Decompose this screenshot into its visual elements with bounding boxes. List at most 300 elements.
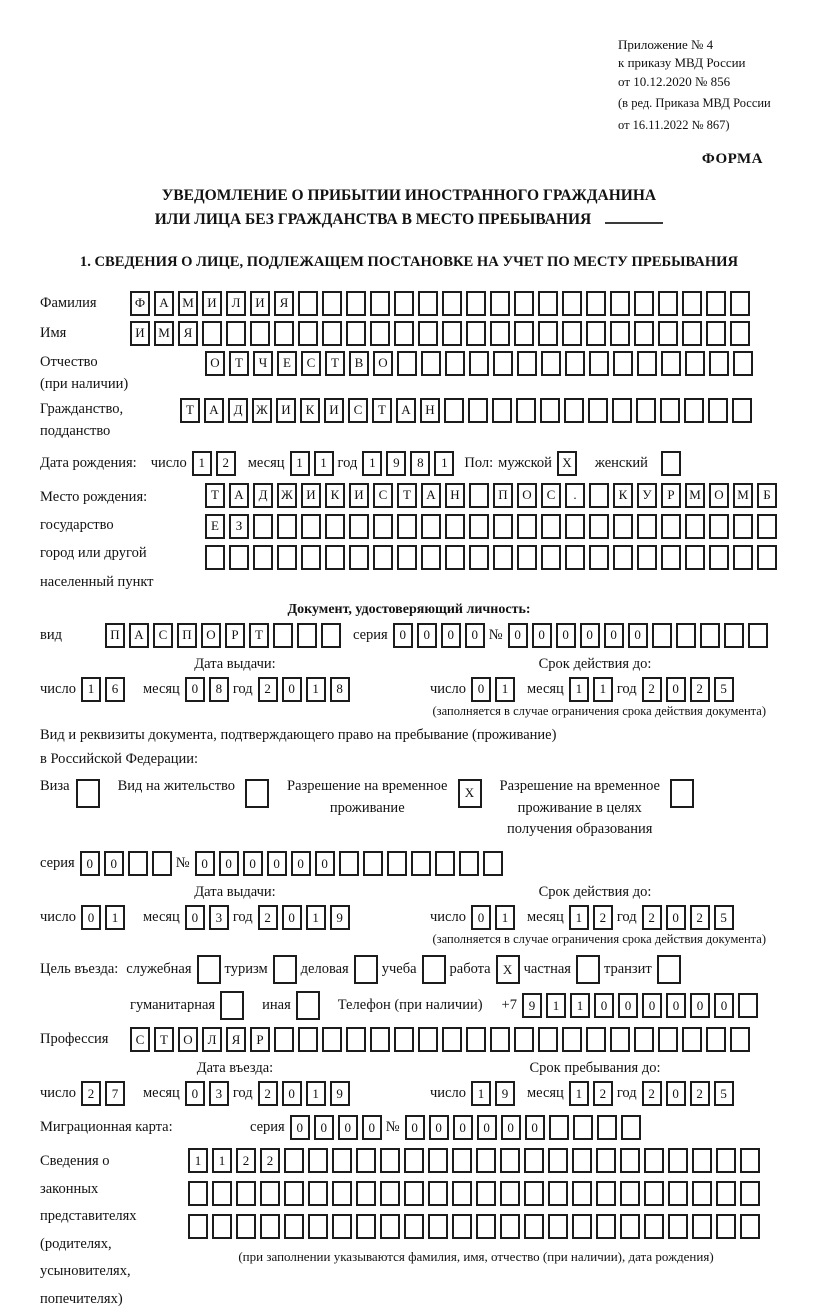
residence-seriya-boxes-cell[interactable]: 0 [104, 851, 124, 876]
name-boxes-cell[interactable] [226, 321, 246, 346]
migration-seriya-boxes[interactable] [290, 1115, 386, 1140]
birth-place-boxes-row2-cell[interactable] [493, 514, 513, 539]
profession-boxes[interactable] [130, 1027, 754, 1052]
surname-boxes-cell[interactable] [610, 291, 630, 316]
identity-valid-year[interactable] [642, 677, 738, 702]
entry-month[interactable] [185, 1081, 233, 1106]
migration-number-boxes-cell[interactable] [573, 1115, 593, 1140]
legal-reps-boxes-row1-cell[interactable] [476, 1148, 496, 1173]
birth-place-boxes-row3-cell[interactable] [589, 545, 609, 570]
residence-valid-year-cell[interactable]: 0 [666, 905, 686, 930]
name-boxes-cell[interactable] [346, 321, 366, 346]
citizenship-boxes-cell[interactable] [636, 398, 656, 423]
name-boxes-cell[interactable] [418, 321, 438, 346]
doc-kind-boxes-cell[interactable] [273, 623, 293, 648]
doc-kind-boxes-cell[interactable] [297, 623, 317, 648]
legal-reps-boxes-row1-cell[interactable] [380, 1148, 400, 1173]
residence-seriya-boxes[interactable] [80, 851, 176, 876]
birth-place-boxes-row3-cell[interactable] [541, 545, 561, 570]
legal-reps-boxes-row2-cell[interactable] [188, 1181, 208, 1206]
birth-place-boxes-row2-cell[interactable] [301, 514, 321, 539]
name-boxes-cell[interactable] [202, 321, 222, 346]
legal-reps-boxes-row2-cell[interactable] [548, 1181, 568, 1206]
identity-issue-day[interactable] [81, 677, 129, 702]
birth-place-boxes-row2-cell[interactable] [685, 514, 705, 539]
doc-number-boxes-cell[interactable]: 0 [628, 623, 648, 648]
residence-number-boxes-cell[interactable]: 0 [315, 851, 335, 876]
entry-year-cell[interactable]: 0 [282, 1081, 302, 1106]
residence-number-boxes-cell[interactable]: 0 [291, 851, 311, 876]
surname-boxes-cell[interactable] [298, 291, 318, 316]
legal-reps-boxes-row3-cell[interactable] [716, 1214, 736, 1239]
name-boxes-cell[interactable] [322, 321, 342, 346]
phone-boxes-cell[interactable]: 0 [666, 993, 686, 1018]
profession-boxes-cell[interactable] [346, 1027, 366, 1052]
birth-place-boxes-row3-cell[interactable] [493, 545, 513, 570]
surname-boxes-cell[interactable] [346, 291, 366, 316]
birth-day-boxes-cell[interactable]: 1 [192, 451, 212, 476]
patronymic-boxes[interactable] [205, 351, 757, 376]
legal-reps-boxes-row3-cell[interactable] [548, 1214, 568, 1239]
birth-place-boxes-row2-cell[interactable] [541, 514, 561, 539]
legal-reps-boxes-row3-cell[interactable] [332, 1214, 352, 1239]
purpose-inaya-checkbox-cell[interactable] [296, 991, 320, 1020]
birth-place-boxes-row1-cell[interactable]: Т [397, 483, 417, 508]
legal-reps-boxes-row3-cell[interactable] [524, 1214, 544, 1239]
doc-number-boxes-cell[interactable] [700, 623, 720, 648]
legal-reps-boxes-row1-cell[interactable]: 1 [212, 1148, 232, 1173]
patronymic-boxes-cell[interactable] [637, 351, 657, 376]
legal-reps-boxes-row1-cell[interactable] [524, 1148, 544, 1173]
birth-place-boxes-row3-cell[interactable] [757, 545, 777, 570]
migration-number-boxes[interactable] [405, 1115, 645, 1140]
phone-boxes-cell[interactable]: 1 [570, 993, 590, 1018]
legal-reps-boxes-row3-cell[interactable] [644, 1214, 664, 1239]
doc-kind-boxes-cell[interactable]: Т [249, 623, 269, 648]
surname-boxes-cell[interactable] [514, 291, 534, 316]
purpose-rabota-checkbox-cell[interactable]: X [496, 955, 520, 984]
surname-boxes-cell[interactable] [442, 291, 462, 316]
stay-month-cell[interactable]: 1 [569, 1081, 589, 1106]
birth-year-boxes-cell[interactable]: 1 [434, 451, 454, 476]
profession-boxes-cell[interactable] [658, 1027, 678, 1052]
purpose-turizm-checkbox[interactable] [273, 955, 301, 984]
legal-reps-boxes-row3-cell[interactable] [500, 1214, 520, 1239]
citizenship-boxes-cell[interactable] [564, 398, 584, 423]
birth-month-boxes[interactable] [290, 451, 338, 476]
legal-reps-boxes-row2-cell[interactable] [404, 1181, 424, 1206]
birth-place-boxes-row2-cell[interactable] [661, 514, 681, 539]
birth-place-boxes-row1-cell[interactable]: Н [445, 483, 465, 508]
entry-day-cell[interactable]: 7 [105, 1081, 125, 1106]
name-boxes-cell[interactable]: Я [178, 321, 198, 346]
legal-reps-boxes-row1-cell[interactable] [428, 1148, 448, 1173]
profession-boxes-cell[interactable] [514, 1027, 534, 1052]
identity-valid-day-cell[interactable]: 0 [471, 677, 491, 702]
birth-place-boxes-row3-cell[interactable] [613, 545, 633, 570]
option-temp-residence-education-checkbox-cell[interactable] [670, 779, 694, 808]
purpose-sluzhebnaya-checkbox-cell[interactable] [197, 955, 221, 984]
doc-number-boxes-cell[interactable]: 0 [604, 623, 624, 648]
migration-number-boxes-cell[interactable]: 0 [405, 1115, 425, 1140]
birth-place-boxes-row1-cell[interactable]: П [493, 483, 513, 508]
residence-seriya-boxes-cell[interactable] [152, 851, 172, 876]
birth-place-boxes-row1-cell[interactable]: О [517, 483, 537, 508]
legal-reps-boxes-row2-cell[interactable] [716, 1181, 736, 1206]
residence-valid-month[interactable] [569, 905, 617, 930]
legal-reps-boxes-row2-cell[interactable] [572, 1181, 592, 1206]
citizenship-boxes-cell[interactable] [708, 398, 728, 423]
birth-place-boxes-row2-cell[interactable] [709, 514, 729, 539]
residence-issue-year-cell[interactable]: 1 [306, 905, 326, 930]
birth-year-boxes-cell[interactable]: 8 [410, 451, 430, 476]
doc-seriya-boxes-cell[interactable]: 0 [393, 623, 413, 648]
legal-reps-boxes-row3[interactable] [188, 1214, 764, 1239]
citizenship-boxes-cell[interactable]: С [348, 398, 368, 423]
stay-year-cell[interactable]: 0 [666, 1081, 686, 1106]
patronymic-boxes-cell[interactable]: О [373, 351, 393, 376]
surname-boxes-cell[interactable]: Ф [130, 291, 150, 316]
legal-reps-boxes-row1-cell[interactable] [692, 1148, 712, 1173]
legal-reps-boxes-row2-cell[interactable] [212, 1181, 232, 1206]
birth-place-boxes-row3-cell[interactable] [445, 545, 465, 570]
profession-boxes-cell[interactable] [706, 1027, 726, 1052]
name-boxes[interactable] [130, 321, 754, 346]
residence-valid-month-cell[interactable]: 1 [569, 905, 589, 930]
doc-seriya-boxes-cell[interactable]: 0 [465, 623, 485, 648]
doc-seriya-boxes-cell[interactable]: 0 [417, 623, 437, 648]
surname-boxes-cell[interactable] [586, 291, 606, 316]
legal-reps-boxes-row3-cell[interactable] [740, 1214, 760, 1239]
name-boxes-cell[interactable] [466, 321, 486, 346]
patronymic-boxes-cell[interactable] [565, 351, 585, 376]
residence-issue-year-cell[interactable]: 0 [282, 905, 302, 930]
birth-place-boxes-row1-cell[interactable]: М [733, 483, 753, 508]
legal-reps-boxes-row3-cell[interactable] [308, 1214, 328, 1239]
purpose-rabota-checkbox[interactable] [496, 955, 524, 984]
doc-seriya-boxes[interactable] [393, 623, 489, 648]
birth-place-boxes-row1-cell[interactable]: М [685, 483, 705, 508]
birth-place-boxes-row2-cell[interactable] [445, 514, 465, 539]
phone-boxes-cell[interactable]: 0 [594, 993, 614, 1018]
patronymic-boxes-cell[interactable] [589, 351, 609, 376]
birth-place-boxes-row1-cell[interactable]: А [421, 483, 441, 508]
residence-issue-month[interactable] [185, 905, 233, 930]
residence-seriya-boxes-cell[interactable]: 0 [80, 851, 100, 876]
doc-number-boxes[interactable] [508, 623, 772, 648]
residence-issue-day-cell[interactable]: 0 [81, 905, 101, 930]
name-boxes-cell[interactable] [586, 321, 606, 346]
residence-issue-month-cell[interactable]: 3 [209, 905, 229, 930]
birth-place-boxes-row3-cell[interactable] [733, 545, 753, 570]
citizenship-boxes-cell[interactable]: И [276, 398, 296, 423]
birth-place-boxes-row3-cell[interactable] [685, 545, 705, 570]
surname-boxes-cell[interactable] [394, 291, 414, 316]
legal-reps-boxes-row2-cell[interactable] [452, 1181, 472, 1206]
residence-number-boxes[interactable] [195, 851, 507, 876]
birth-place-boxes-row1-cell[interactable]: Р [661, 483, 681, 508]
name-boxes-cell[interactable] [658, 321, 678, 346]
legal-reps-boxes-row3-cell[interactable] [380, 1214, 400, 1239]
birth-place-boxes-row3[interactable] [205, 545, 781, 570]
name-boxes-cell[interactable] [730, 321, 750, 346]
profession-boxes-cell[interactable] [274, 1027, 294, 1052]
legal-reps-boxes-row1-cell[interactable] [404, 1148, 424, 1173]
purpose-inaya-checkbox[interactable] [296, 991, 324, 1020]
legal-reps-boxes-row3-cell[interactable] [452, 1214, 472, 1239]
birth-place-boxes-row1-cell[interactable]: С [541, 483, 561, 508]
patronymic-boxes-cell[interactable] [541, 351, 561, 376]
surname-boxes-cell[interactable] [706, 291, 726, 316]
surname-boxes-cell[interactable] [322, 291, 342, 316]
purpose-chastnaya-checkbox[interactable] [576, 955, 604, 984]
residence-number-boxes-cell[interactable] [435, 851, 455, 876]
identity-issue-day-cell[interactable]: 1 [81, 677, 101, 702]
legal-reps-boxes-row2-cell[interactable] [236, 1181, 256, 1206]
option-residence-permit-checkbox[interactable] [245, 779, 273, 808]
legal-reps-boxes-row2-cell[interactable] [692, 1181, 712, 1206]
stay-year-cell[interactable]: 2 [690, 1081, 710, 1106]
residence-number-boxes-cell[interactable] [411, 851, 431, 876]
birth-day-boxes[interactable] [192, 451, 240, 476]
birth-place-boxes-row1-cell[interactable]: К [613, 483, 633, 508]
legal-reps-boxes-row1-cell[interactable] [620, 1148, 640, 1173]
purpose-ucheba-checkbox[interactable] [422, 955, 450, 984]
legal-reps-boxes-row2-cell[interactable] [260, 1181, 280, 1206]
legal-reps-boxes-row1-cell[interactable] [740, 1148, 760, 1173]
citizenship-boxes[interactable] [180, 398, 756, 423]
identity-valid-year-cell[interactable]: 2 [642, 677, 662, 702]
purpose-sluzhebnaya-checkbox[interactable] [197, 955, 225, 984]
birth-place-boxes-row2-cell[interactable] [757, 514, 777, 539]
identity-issue-month-cell[interactable]: 8 [209, 677, 229, 702]
legal-reps-boxes-row3-cell[interactable] [692, 1214, 712, 1239]
patronymic-boxes-cell[interactable]: Е [277, 351, 297, 376]
identity-issue-year-cell[interactable]: 0 [282, 677, 302, 702]
surname-boxes-cell[interactable] [634, 291, 654, 316]
legal-reps-boxes-row2-cell[interactable] [356, 1181, 376, 1206]
legal-reps-boxes-row2-cell[interactable] [668, 1181, 688, 1206]
patronymic-boxes-cell[interactable] [493, 351, 513, 376]
patronymic-boxes-cell[interactable]: Т [325, 351, 345, 376]
birth-place-boxes-row1-cell[interactable]: У [637, 483, 657, 508]
citizenship-boxes-cell[interactable] [468, 398, 488, 423]
surname-boxes-cell[interactable] [418, 291, 438, 316]
birth-place-boxes-row2-cell[interactable] [613, 514, 633, 539]
birth-place-boxes-row2-cell[interactable] [565, 514, 585, 539]
migration-seriya-boxes-cell[interactable]: 0 [314, 1115, 334, 1140]
legal-reps-boxes-row1-cell[interactable] [572, 1148, 592, 1173]
migration-seriya-boxes-cell[interactable]: 0 [338, 1115, 358, 1140]
surname-boxes-cell[interactable] [562, 291, 582, 316]
birth-place-boxes-row2-cell[interactable]: З [229, 514, 249, 539]
birth-place-boxes-row2[interactable] [205, 514, 781, 539]
name-boxes-cell[interactable] [274, 321, 294, 346]
name-boxes-cell[interactable]: И [130, 321, 150, 346]
legal-reps-boxes-row3-cell[interactable] [356, 1214, 376, 1239]
patronymic-boxes-cell[interactable] [685, 351, 705, 376]
legal-reps-boxes-row3-cell[interactable] [188, 1214, 208, 1239]
profession-boxes-cell[interactable] [730, 1027, 750, 1052]
legal-reps-boxes-row3-cell[interactable] [596, 1214, 616, 1239]
surname-boxes[interactable] [130, 291, 754, 316]
patronymic-boxes-cell[interactable]: С [301, 351, 321, 376]
residence-valid-day-cell[interactable]: 0 [471, 905, 491, 930]
purpose-turizm-checkbox-cell[interactable] [273, 955, 297, 984]
legal-reps-boxes-row1[interactable] [188, 1148, 764, 1173]
citizenship-boxes-cell[interactable] [732, 398, 752, 423]
name-boxes-cell[interactable] [634, 321, 654, 346]
profession-boxes-cell[interactable] [490, 1027, 510, 1052]
purpose-delovaya-checkbox[interactable] [354, 955, 382, 984]
phone-boxes[interactable] [522, 993, 762, 1018]
doc-number-boxes-cell[interactable] [652, 623, 672, 648]
citizenship-boxes-cell[interactable] [444, 398, 464, 423]
migration-number-boxes-cell[interactable] [549, 1115, 569, 1140]
legal-reps-boxes-row1-cell[interactable] [356, 1148, 376, 1173]
sex-male-checkbox-cell[interactable]: X [557, 451, 577, 476]
legal-reps-boxes-row3-cell[interactable] [236, 1214, 256, 1239]
patronymic-boxes-cell[interactable] [469, 351, 489, 376]
residence-number-boxes-cell[interactable]: 0 [195, 851, 215, 876]
legal-reps-boxes-row1-cell[interactable] [284, 1148, 304, 1173]
residence-issue-day[interactable] [81, 905, 129, 930]
name-boxes-cell[interactable] [562, 321, 582, 346]
birth-place-boxes-row3-cell[interactable] [661, 545, 681, 570]
patronymic-boxes-cell[interactable]: Ч [253, 351, 273, 376]
entry-year-cell[interactable]: 1 [306, 1081, 326, 1106]
doc-kind-boxes-cell[interactable]: А [129, 623, 149, 648]
birth-place-boxes-row1-cell[interactable]: . [565, 483, 585, 508]
birth-place-boxes-row3-cell[interactable] [565, 545, 585, 570]
legal-reps-boxes-row3-cell[interactable] [572, 1214, 592, 1239]
identity-valid-day[interactable] [471, 677, 519, 702]
migration-number-boxes-cell[interactable] [597, 1115, 617, 1140]
birth-month-boxes-cell[interactable]: 1 [314, 451, 334, 476]
birth-place-boxes-row1-cell[interactable]: К [325, 483, 345, 508]
citizenship-boxes-cell[interactable]: Ж [252, 398, 272, 423]
patronymic-boxes-cell[interactable] [397, 351, 417, 376]
migration-number-boxes-cell[interactable]: 0 [501, 1115, 521, 1140]
legal-reps-boxes-row1-cell[interactable] [500, 1148, 520, 1173]
purpose-tranzit-checkbox[interactable] [657, 955, 685, 984]
stay-month[interactable] [569, 1081, 617, 1106]
birth-year-boxes-cell[interactable]: 9 [386, 451, 406, 476]
birth-place-boxes-row3-cell[interactable] [325, 545, 345, 570]
patronymic-boxes-cell[interactable] [613, 351, 633, 376]
doc-number-boxes-cell[interactable]: 0 [532, 623, 552, 648]
purpose-chastnaya-checkbox-cell[interactable] [576, 955, 600, 984]
legal-reps-boxes-row2-cell[interactable] [476, 1181, 496, 1206]
doc-kind-boxes-cell[interactable]: Р [225, 623, 245, 648]
birth-place-boxes-row3-cell[interactable] [373, 545, 393, 570]
legal-reps-boxes-row1-cell[interactable] [716, 1148, 736, 1173]
birth-place-boxes-row2-cell[interactable] [589, 514, 609, 539]
birth-place-boxes-row1-cell[interactable]: И [301, 483, 321, 508]
profession-boxes-cell[interactable] [586, 1027, 606, 1052]
name-boxes-cell[interactable] [610, 321, 630, 346]
citizenship-boxes-cell[interactable]: Т [180, 398, 200, 423]
residence-valid-day[interactable] [471, 905, 519, 930]
doc-number-boxes-cell[interactable] [676, 623, 696, 648]
birth-place-boxes-row1-cell[interactable]: Б [757, 483, 777, 508]
citizenship-boxes-cell[interactable]: Н [420, 398, 440, 423]
legal-reps-boxes-row1-cell[interactable]: 2 [260, 1148, 280, 1173]
birth-place-boxes-row3-cell[interactable] [421, 545, 441, 570]
identity-issue-year[interactable] [258, 677, 354, 702]
profession-boxes-cell[interactable]: О [178, 1027, 198, 1052]
birth-place-boxes-row3-cell[interactable] [517, 545, 537, 570]
doc-number-boxes-cell[interactable]: 0 [508, 623, 528, 648]
name-boxes-cell[interactable]: М [154, 321, 174, 346]
identity-issue-month[interactable] [185, 677, 233, 702]
residence-issue-day-cell[interactable]: 1 [105, 905, 125, 930]
profession-boxes-cell[interactable]: Л [202, 1027, 222, 1052]
option-temp-residence-checkbox[interactable] [458, 779, 486, 808]
citizenship-boxes-cell[interactable]: И [324, 398, 344, 423]
stay-day[interactable] [471, 1081, 519, 1106]
surname-boxes-cell[interactable] [538, 291, 558, 316]
identity-valid-day-cell[interactable]: 1 [495, 677, 515, 702]
identity-valid-year-cell[interactable]: 5 [714, 677, 734, 702]
citizenship-boxes-cell[interactable]: А [396, 398, 416, 423]
residence-valid-year-cell[interactable]: 2 [642, 905, 662, 930]
profession-boxes-cell[interactable] [466, 1027, 486, 1052]
birth-place-boxes-row2-cell[interactable] [277, 514, 297, 539]
sex-female-checkbox[interactable] [661, 451, 685, 476]
birth-place-boxes-row2-cell[interactable] [349, 514, 369, 539]
birth-place-boxes-row2-cell[interactable] [397, 514, 417, 539]
legal-reps-boxes-row1-cell[interactable] [548, 1148, 568, 1173]
doc-kind-boxes-cell[interactable]: С [153, 623, 173, 648]
residence-number-boxes-cell[interactable] [363, 851, 383, 876]
profession-boxes-cell[interactable] [298, 1027, 318, 1052]
birth-month-boxes-cell[interactable]: 1 [290, 451, 310, 476]
phone-boxes-cell[interactable]: 0 [690, 993, 710, 1018]
birth-year-boxes[interactable] [362, 451, 458, 476]
purpose-ucheba-checkbox-cell[interactable] [422, 955, 446, 984]
identity-valid-month-cell[interactable]: 1 [569, 677, 589, 702]
citizenship-boxes-cell[interactable] [684, 398, 704, 423]
citizenship-boxes-cell[interactable] [516, 398, 536, 423]
surname-boxes-cell[interactable]: И [202, 291, 222, 316]
migration-seriya-boxes-cell[interactable]: 0 [290, 1115, 310, 1140]
birth-place-boxes-row2-cell[interactable] [517, 514, 537, 539]
patronymic-boxes-cell[interactable]: О [205, 351, 225, 376]
title-blank-line[interactable] [605, 222, 663, 224]
stay-year-cell[interactable]: 5 [714, 1081, 734, 1106]
birth-place-boxes-row1-cell[interactable]: С [373, 483, 393, 508]
legal-reps-boxes-row2-cell[interactable] [596, 1181, 616, 1206]
migration-seriya-boxes-cell[interactable]: 0 [362, 1115, 382, 1140]
birth-place-boxes-row3-cell[interactable] [301, 545, 321, 570]
residence-number-boxes-cell[interactable] [339, 851, 359, 876]
doc-kind-boxes-cell[interactable]: О [201, 623, 221, 648]
patronymic-boxes-cell[interactable]: В [349, 351, 369, 376]
birth-place-boxes-row2-cell[interactable] [373, 514, 393, 539]
residence-number-boxes-cell[interactable] [387, 851, 407, 876]
stay-day-cell[interactable]: 9 [495, 1081, 515, 1106]
stay-year[interactable] [642, 1081, 738, 1106]
patronymic-boxes-cell[interactable]: Т [229, 351, 249, 376]
surname-boxes-cell[interactable] [658, 291, 678, 316]
sex-female-checkbox-cell[interactable] [661, 451, 681, 476]
migration-number-boxes-cell[interactable]: 0 [477, 1115, 497, 1140]
legal-reps-boxes-row2-cell[interactable] [308, 1181, 328, 1206]
phone-boxes-cell[interactable]: 0 [618, 993, 638, 1018]
surname-boxes-cell[interactable]: Я [274, 291, 294, 316]
name-boxes-cell[interactable] [370, 321, 390, 346]
